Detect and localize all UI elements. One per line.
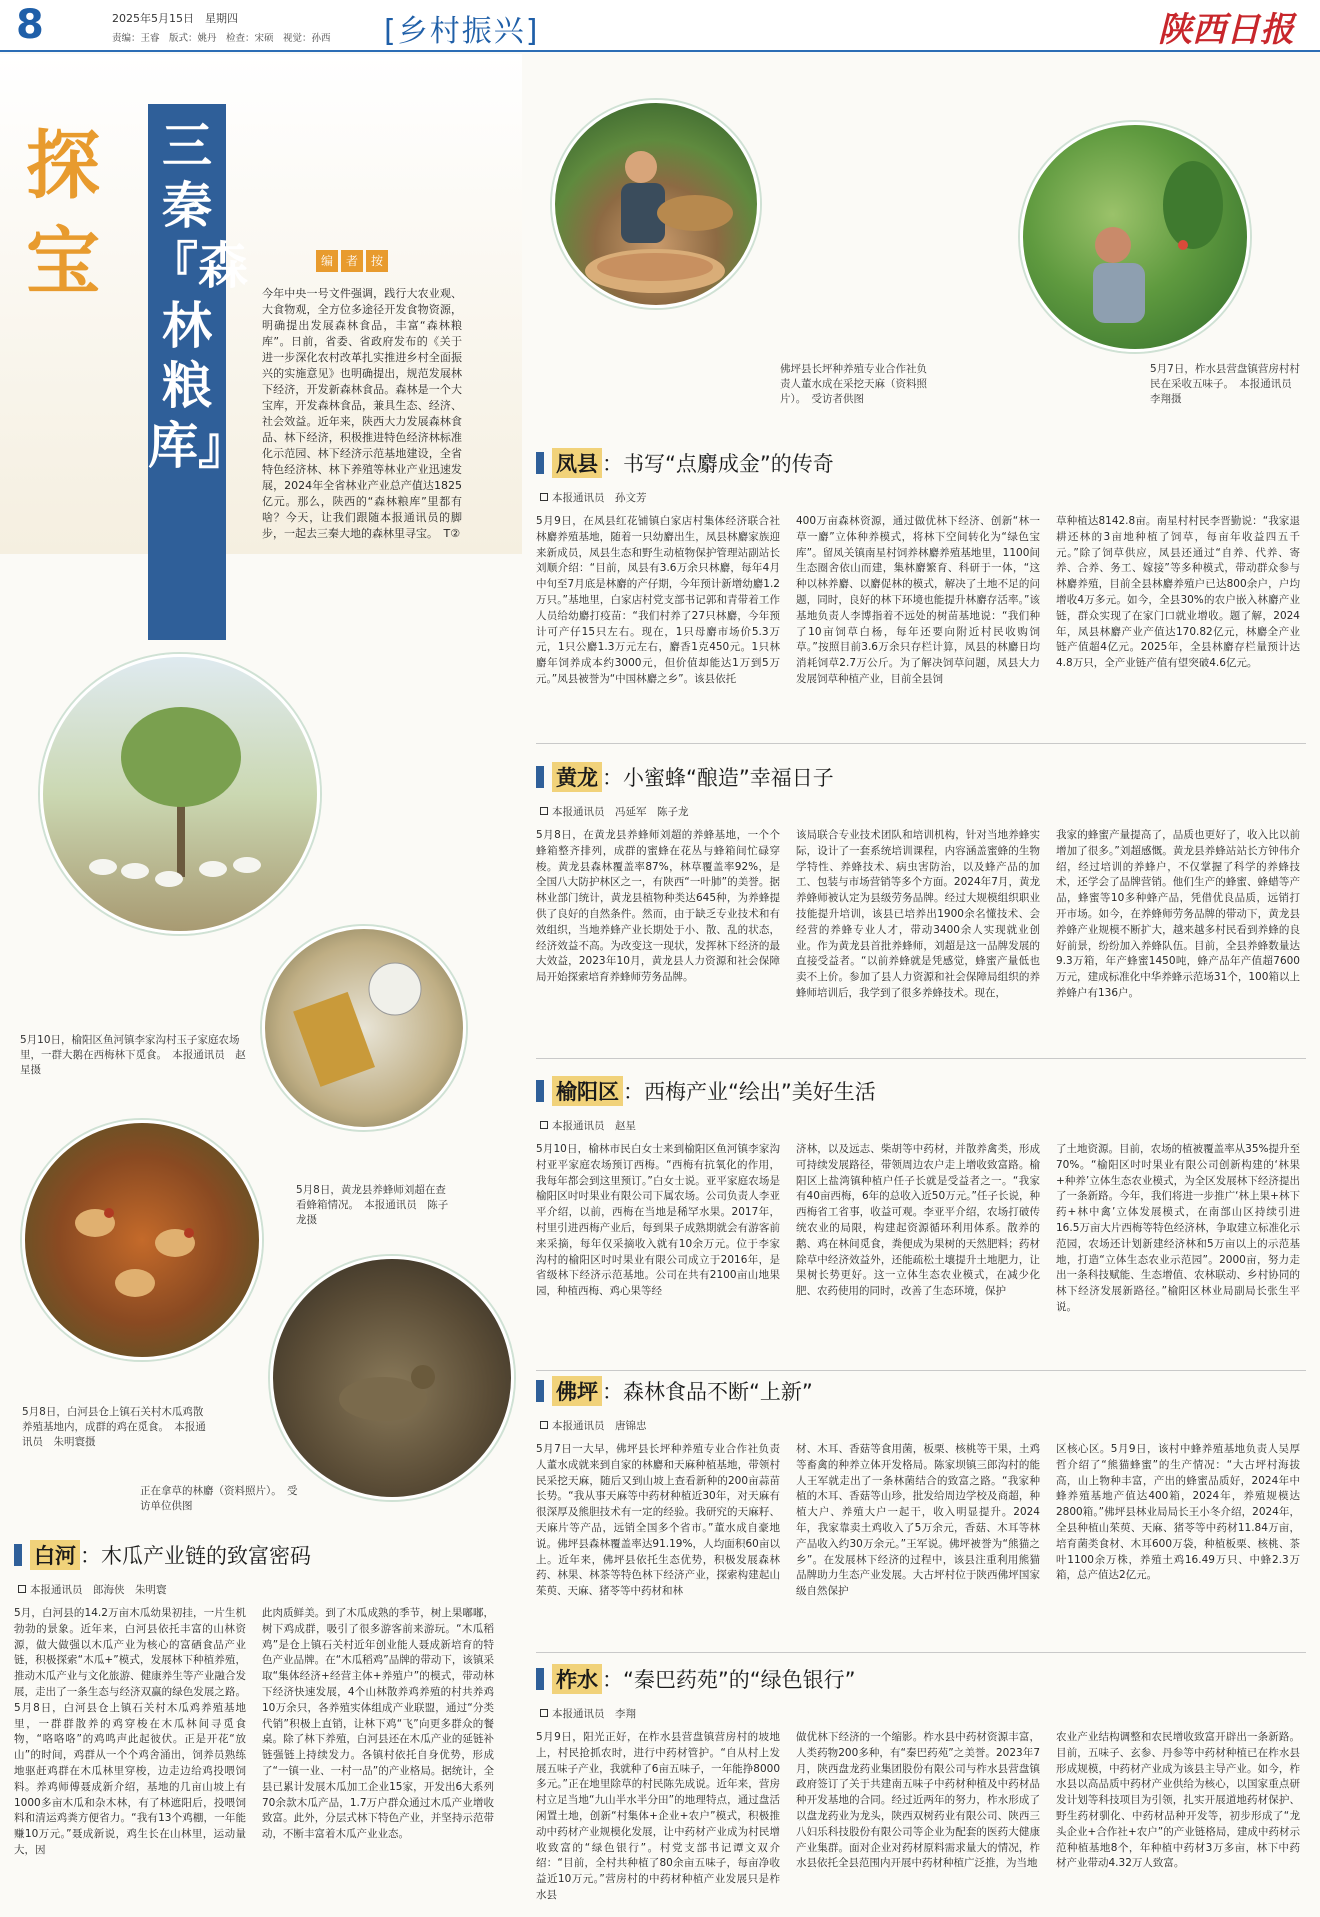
- editor-note-char: 按: [366, 250, 388, 272]
- title-place: 白河: [30, 1540, 80, 1570]
- article-title: [536, 448, 834, 478]
- article-column: 草种植达8142.8亩。南星村村民李晋勤说：“我家退耕还林的3亩地种植了饲草，每亩年收益四五千元。”除了饲草供应，凤县还通过“自养、代养、寄养、合养、务工、嫁接”等多种模式，带动群众参与林麝养殖，目前全县林麝养殖户已达800余户，户均增收4万多元。如今，全县30%的农户嵌入林麝产业链，群众实现了在家门口就业增收。题了解，2024年，凤县林麝产业产值达170.82亿元，林麝全产业链产值超4亿元。2025年，全县林麝存栏量预计达4.8万只，全产业链产值有望突破4.6亿元。: [1056, 515, 1300, 670]
- article-column: 5月10日，榆林市民白女士来到榆阳区鱼河镇李家沟村亚平家庭农场预订西梅。“西梅有抗氧化的作用，我每年都会到这里预订。”白女士说。亚平家庭农场是榆阳区吋吋果业有限公司下属农场。公司负责人李亚平介绍，以前，西梅在当地是稀罕水果。2017年，村里引进西梅产业后，每到果子成熟期就会有游客前来采摘，每年仅采摘收入就有10余万元。位于李家沟村的榆阳区吋吋果业有限公司成立于2016年，是省级林下经济示范基地。公司在共有2100亩山地果园，种植西梅、鸡心果等经: [536, 1143, 780, 1298]
- article-column: 400万亩森林资源，通过做优林下经济、创新“林一草一麝”立体种养模式，将林下空间转化为“绿色宝库”。留凤关镇南星村饲养林麝养殖基地里，1100间生态圈舍依山而建，集林麝繁育、科研于一体，“这种以林养麝、以麝促林的模式，解决了土地不足的问题，同时，良好的林下环境也能提升林麝存活率。”该基地负责人李博指着不远处的树苗基地说：“我们种了10亩饲草白杨，每年还要向附近村民收购饲草。”按照目前3.6万余只存栏计算，凤县的林麝日均消耗饲草2.7万公斤。为了解决饲草问题，凤县大力发展饲草种植产业，目前全县饲: [796, 515, 1040, 685]
- divider: [536, 1058, 1306, 1059]
- photo-chickens: [22, 1120, 262, 1360]
- title-text: ：小蜜蜂“酿造”幸福日子: [602, 766, 834, 790]
- caption-musk-deer: 正在拿草的林麝（资料照片）。 受访单位供图: [140, 1485, 298, 1512]
- editor-note-char: 者: [341, 250, 363, 272]
- byline: [540, 1706, 636, 1721]
- tianma-illustration: [555, 103, 760, 308]
- byline: [540, 490, 647, 505]
- byline-box: [540, 1421, 548, 1429]
- photo-wuweizi-harvest: [1020, 122, 1250, 352]
- musk-deer-illustration: [273, 1259, 514, 1500]
- byline: [540, 804, 689, 819]
- byline-text: 本报通讯员 冯延军 陈子龙: [552, 806, 689, 818]
- article-title: [536, 1376, 813, 1406]
- article-column: 了土地资源。目前，农场的植被覆盖率从35%提升至70%。“榆阳区吋吋果业有限公司创新构建的‘林果+种养’立体生态农业模式，为全区发展林下经济提出了一条新路。今年，我们将进一步推广‘林上果+林下药+林中禽’立体发展模式，在南部山区持续引进16.5万亩大片西梅等特色经济林，争取建立标准化示范园，农场还计划新建经济林和5万亩以上的示范基地，打造“立体生态农业示范园”。2000亩，努力走出一条科技赋能、生态增值、农林联动、乡村协同的林下经济发展新路径。”榆阳区林业局副局长张生平说。: [1056, 1143, 1300, 1313]
- photo-musk-deer: [270, 1256, 514, 1500]
- main-title: 三秦『森林粮库』: [148, 117, 248, 475]
- byline: [540, 1118, 636, 1133]
- article-title: [536, 1664, 856, 1694]
- title-marker: [536, 766, 544, 788]
- article-baihe: [14, 1540, 524, 1916]
- beekeeper-illustration: [265, 929, 466, 1130]
- article-zhashui: [536, 1664, 1306, 1914]
- article-column: 5月8日，在黄龙县养蜂师刘超的养蜂基地，一个个蜂箱整齐排列，成群的蜜蜂在花丛与蜂箱间忙碌穿梭。黄龙县森林覆盖率87%，林草覆盖率92%，是全国八大防护林区之一，有陕西“一叶肺”的美誉。据林业部门统计，黄龙县植物种类达645种，为养蜂提供了良好的自然条件。然而，由于缺乏专业技术和有效组织，当地养蜂产业长期处于小、散、乱的状态，经济效益不高。为改变这一现状，发挥林下经济的最大效益，2023年10月，黄龙县人力资源和社会保障局开始探索培育养蜂师劳务品牌。: [536, 829, 780, 984]
- caption-geese: 5月10日，榆阳区鱼河镇李家沟村玉子家庭农场里，一群大鹅在西梅林下觅食。 本报通讯员 赵星摄: [20, 1034, 246, 1076]
- title-place: 黄龙: [552, 762, 602, 792]
- article-title: [536, 762, 834, 792]
- byline-box: [18, 1585, 26, 1593]
- article-foping: [536, 1376, 1306, 1666]
- editor-note-char: 编: [316, 250, 338, 272]
- caption-tianma: 佛坪县长坪种养殖专业合作社负责人董水成在采挖天麻（资料照片）。 受访者供图: [780, 363, 927, 405]
- photo-beekeeper: [262, 926, 466, 1130]
- title-text: ：木瓜产业链的致富密码: [80, 1544, 311, 1568]
- title-marker: [536, 452, 544, 474]
- caption-beekeeper: 5月8日，黄龙县养蜂师刘超在查看蜂箱情况。 本报通讯员 陈子龙摄: [296, 1184, 449, 1226]
- article-column: 此肉质鲜美。到了木瓜成熟的季节，树上果嘟嘟，树下鸡成群，吸引了很多游客前来游玩。“木瓜稻鸡”是仓上镇石关村近年创业能人聂成新培育的特色产业品牌。在“木瓜稻鸡”品牌的带动下，该镇采取“集体经济+经营主体+养殖户”的模式，带动林下经济快速发展，4个山林散养鸡养殖的村共养鸡10万余只，各养殖实体组成产业联盟，通过“分类代销”积极上直销，让林下鸡“飞”向更多群众的餐桌。除了林下养殖，白河县还在木瓜产业的延链补链强链上持续发力。各镇村依托自身优势，形成了“一镇一业、一村一品”的产业格局。据统计，全县已累计发展木瓜加工企业15家，开发出6大系列70余款木瓜产品，1.7万户群众通过木瓜产业增收致富。此外，分层式林下特色产业，并坚持示范带动，不断丰富着木瓜产业业态。: [262, 1607, 494, 1841]
- article-column: 做优林下经济的一个缩影。柞水县中药材资源丰富，人类药物200多种，有“秦巴药苑”之美誉。2023年7月，陕西盘龙药业集团股份有限公司与柞水县营盘镇政府签订了关于共建南五味子中药材种植及中药材品种开发基地的合同。经过近两年的努力，柞水形成了以盘龙药业为龙头，陕西双树药业有限公司、陕西三八妇乐科技股份有限公司等企业为配套的医药大健康产业集群。面对企业对药材原料需求量大的情况，柞水县依托全县范围内开展中药材种植广泛推，为当地: [796, 1731, 1040, 1870]
- chickens-illustration: [25, 1123, 262, 1360]
- title-place: 榆阳区: [552, 1076, 623, 1106]
- editor-note-text: 今年中央一号文件强调，践行大农业观、大食物观，全方位多途径开发食物资源，明确提出发展森林食品，丰富“森林粮库”。日前，省委、省政府发布的《关于进一步深化农村改革扎实推进乡村全面振兴的实施意见》也明确提出，规范发展林下经济，开发新森林食品。森林是一个大宝库，开发森林食品，兼具生态、经济、社会效益。近年来，陕西大力发展森林食品、林下经济，积极推进特色经济林标准化示范园、林下经济示范基地建设，全省特色经济林、林下养殖等林业产业迅速发展，2024年全省林业产业总产值达1825亿元。那么，陕西的“森林粮库”里都有啥？今天，让我们跟随本报通讯员的脚步，一起去三秦大地的森林里寻宝。 T②: [262, 287, 462, 540]
- byline-box: [540, 1121, 548, 1129]
- article-column: 5月9日，阳光正好，在柞水县营盘镇营房村的坡地上，村民抢抓农时，进行中药材管护。“自从村上发展五味子产业，我就种了6亩五味子，一年能挣8000多元。”正在地里除草的村民陈先成说。近年来，营房村立足当地“九山半水半分田”的地理特点，通过盘活闲置土地，创新“村集体+企业+农户”模式，积极推动中药材产业规模化发展，让中药材产业成为村民增收致富的“绿色银行”。村党支部书记谭文双介绍：“目前，全村共种植了80余亩五味子，每亩净收益近10万元。”营房村的中药材种植产业发展只是柞水县: [536, 1731, 780, 1901]
- article-huanglong: [536, 762, 1306, 1062]
- article-columns: [14, 1606, 494, 1912]
- divider: [536, 1652, 1306, 1653]
- article-column: 5月7日一大早，佛坪县长坪种养殖专业合作社负责人董水成就来到自家的林麝和天麻种植基地，带领村民采挖天麻，随后又到山坡上查看新种的200亩蒜苗长势。“我从事天麻等中药材种植近30年，对天麻有很深厚及熊胆技术有一定的经验。我研究的天麻籽、天麻片等产品，远销全国多个省市。”董水成自豪地说。佛坪县森林覆盖率达91.19%，人均面积60亩以上。近年来，佛坪县依托生态优势，积极发展森林药、林果、林茶等特色林下经济产业，探索构建起山茱萸、天麻、猪苓等中药材和林: [536, 1443, 780, 1598]
- title-place: 佛坪: [552, 1376, 602, 1406]
- orchard-illustration: [43, 657, 320, 934]
- article-column: 5月，白河县的14.2万亩木瓜幼果初挂，一片生机勃勃的景象。近年来，白河县依托丰富的山林资源，做大做强以木瓜产业为核心的富硒食品产业链，积极探索“木瓜+”模式，发展林下种植养殖，推动木瓜产业与文化旅游、健康养生等产业融合发展，走出了一条生态与经济双赢的绿色发展之路。5月8日，白河县仓上镇石关村木瓜鸡养殖基地里，一群群散养的鸡穿梭在木瓜林间寻觅食物，“咯咯咯”的鸡鸣声此起彼伏。正是开花“放山”的时间，鸡群从一个个鸡舍涌出，饲养员熟练地驱赶鸡群在木瓜林里穿梭，边走边给鸡投喂饲料。养鸡师傅聂成新介绍，基地的几亩山坡上有1000多亩木瓜和杂木林，有了林遮阳后，投喂饲料和清运鸡粪方便省力。“我有13个鸡棚，一年能赚10万元。”聂成新说，鸡生长在山林里，运动量大，因: [14, 1607, 246, 1856]
- wuweizi-illustration: [1023, 125, 1250, 352]
- article-column: 济林，以及远志、柴胡等中药材，并散养禽类，形成可持续发展路径，带领周边农户走上增收致富路。榆阳区上盐湾镇种植户任子长就是受益者之一。“我家有40亩西梅，6年的总收入近50万元。”任子长说，种西梅省工省事，收益可观。李亚平介绍，农场打破传统农业的局限，构建起资源循环利用体系。散养的鹅、鸡在林间觅食，粪便成为果树的天然肥料；药材除草中经济效益外，还能疏松土壤提升土地肥力，让果树长势更好。这一立体生态农业模式，在减少化肥、农药使用的同时，改善了生态环境，保护: [796, 1143, 1040, 1298]
- editor-note-label: [316, 250, 391, 272]
- byline-text: 本报通讯员 李翔: [552, 1708, 636, 1720]
- article-column: 我家的蜂蜜产量提高了，品质也更好了，收入比以前增加了很多。”刘超感慨。黄龙县养蜂站站长方钟伟介绍，经过培训的养蜂户，不仅掌握了科学的养蜂技术，还学会了品牌营销。他们生产的蜂蜜、蜂蜡等产品，蜂蜜等10多种蜂产品，凭借优良品质，远销打开市场。如今，在养蜂师劳务品牌的带动下，黄龙县养蜂产业规模不断扩大，越来越多村民看到养蜂的良好前景，纷纷加入养蜂队伍。目前，全县养蜂数量达9.3万箱，年产蜂蜜1450吨，蜂产品年产值超7600万元，建成标准化中华养蜂示范场31个，100箱以上养蜂户有136户。: [1056, 829, 1300, 999]
- article-fengxian: [536, 448, 1306, 738]
- page-header: [0, 0, 1320, 52]
- newspaper-logo: 陕西日报: [1158, 10, 1294, 50]
- article-columns: [536, 514, 1300, 734]
- title-text: ：西梅产业“绘出”美好生活: [623, 1080, 876, 1104]
- article-yuyang: [536, 1076, 1306, 1376]
- article-columns: [536, 1730, 1300, 1910]
- title-marker: [536, 1668, 544, 1690]
- feature-big-word: 探宝: [26, 123, 100, 305]
- byline-text: 本报通讯员 孙文芳: [552, 492, 647, 504]
- byline-box: [540, 807, 548, 815]
- byline: [18, 1582, 167, 1597]
- article-columns: [536, 828, 1300, 1048]
- title-marker: [14, 1544, 22, 1566]
- article-column: 农业产业结构调整和农民增收致富开辟出一条新路。目前，五味子、玄参、丹参等中药材种植已在柞水县形成规模，中药材产业成为该县主导产业。如今，柞水县以高品质中药材产业供给为核心，以国家重点研发计划等科技项目为引领，扎实开展道地药材保护、野生药材驯化、中药材品种开发等，初步形成了“龙头企业+合作社+农户”的产业链格局，建成中药材示范种植基地8个，年种植中药材3万多亩，林下中药材产业带动4.32万人致富。: [1056, 1731, 1300, 1870]
- photo-geese-orchard: [40, 654, 320, 934]
- byline-text: 本报通讯员 唐锦忠: [552, 1420, 647, 1432]
- article-columns: [536, 1442, 1300, 1628]
- caption-chickens: 5月8日，白河县仓上镇石关村木瓜鸡散养殖基地内，成群的鸡在觅食。 本报通讯员 朱明寰摄: [22, 1406, 206, 1448]
- issue-date: 2025年5月15日 星期四: [112, 12, 238, 25]
- byline-box: [540, 1709, 548, 1717]
- divider: [536, 743, 1306, 744]
- article-title: [14, 1540, 311, 1570]
- title-marker: [536, 1380, 544, 1402]
- article-column: 5月9日，在凤县红花铺镇白家店村集体经济联合社林麝养殖基地，随着一只幼麝出生，凤县林麝家族迎来新成员，凤县生态和野生动植物保护管理站副站长刘顺介绍：“目前，凤县有3.6万余只林麝，每年4月中旬至7月底是林麝的产仔期，今年预计新增幼麝1.2万只。”基地里，白家店村党支部书记郭和青带着工作人员给幼麝打疫苗：“我们村养了27只林麝，今年预计可产仔15只左右。现在，1只母麝市场价5.3万元，1只公麝1.3万元左右，麝香1克450元。1只林麝年饲养成本约3000元，但价值却能达1万到5万元。”凤县被誉为“中国林麝之乡”。该县依托: [536, 515, 780, 685]
- title-text: ：书写“点麝成金”的传奇: [602, 452, 834, 476]
- article-column: 该局联合专业技术团队和培训机构，针对当地养蜂实际，设计了一套系统培训课程，内容涵盖蜜蜂的生物学特性、养蜂技术、病虫害防治，以及蜂产品的加工、包装与市场营销等多个方面。2024年7月，黄龙养蜂师被认定为县级劳务品牌。经过大规模组织职业技能提升培训，该县已培养出1900余名懂技术、会经营的养蜂专业人才，带动3400余人实现就业创业。作为黄龙县首批养蜂师，刘超是这一品牌发展的直接受益者。“以前养蜂就是凭感觉，蜂蜜产量低也卖不上价。参加了县人力资源和社会保障局组织的养蜂师培训后，我学到了很多养蜂技术。现在，: [796, 829, 1040, 999]
- article-title: [536, 1076, 876, 1106]
- divider: [536, 1370, 1306, 1371]
- byline-text: 本报通讯员 赵星: [552, 1120, 636, 1132]
- byline: [540, 1418, 647, 1433]
- article-column: 区核心区。5月9日，该村中蜂养殖基地负责人吴厚哲介绍了“熊猫蜂蜜”的生产情况：“大古坪村海拔高，山上物种丰富，产出的蜂蜜品质好，2024年中蜂养殖基地产值达400箱，2024年，养殖规模达2800箱。”佛坪县林业局局长王小冬介绍，2024年，全县种植山茱萸、天麻、猪苓等中药材11.84万亩，培育菌类食材、木耳600万袋，种植板栗、核桃、茶叶1100余万株，养殖土鸡16.49万只、中蜂2.3万箱，总产值达2亿元。: [1056, 1443, 1300, 1582]
- title-text: ：“秦巴药苑”的“绿色银行”: [602, 1668, 856, 1692]
- section-title: [乡村振兴]: [384, 14, 540, 49]
- title-text: ：森林食品不断“上新”: [602, 1380, 813, 1404]
- photo-tianma-harvest: [552, 100, 760, 308]
- page-number: 8: [16, 2, 44, 48]
- editor-credits: 责编：王睿 版式：姚丹 检查：宋硕 视觉：孙西: [112, 33, 331, 44]
- title-place: 柞水: [552, 1664, 602, 1694]
- caption-wuweizi: 5月7日，柞水县营盘镇营房村村民在采收五味子。 本报通讯员 李翔摄: [1150, 363, 1303, 405]
- byline-text: 本报通讯员 郎海侠 朱明寰: [30, 1584, 167, 1596]
- title-marker: [536, 1080, 544, 1102]
- title-place: 凤县: [552, 448, 602, 478]
- article-column: 材、木耳、香菇等食用菌，板栗、核桃等干果，土鸡等畜禽的种养立体开发格局。陈家坝镇三郎沟村的能人王军就走出了一条林菌结合的致富之路。“我家种植的木耳、香菇等山珍，批发给周边学校及商超，种植大户、养殖大户一起干，收入明显提升。2024年，我家靠卖土鸡收入了5万余元，香菇、木耳等林产品收入约30万余元。”王军说。佛坪被誉为“熊猫之乡”。在发展林下经济的过程中，该县注重利用熊猫品牌助力生态产业发展。大古坪村位于陕西佛坪国家级自然保护: [796, 1443, 1040, 1598]
- main-title-bar: [148, 104, 248, 640]
- article-columns: [536, 1142, 1300, 1368]
- byline-box: [540, 493, 548, 501]
